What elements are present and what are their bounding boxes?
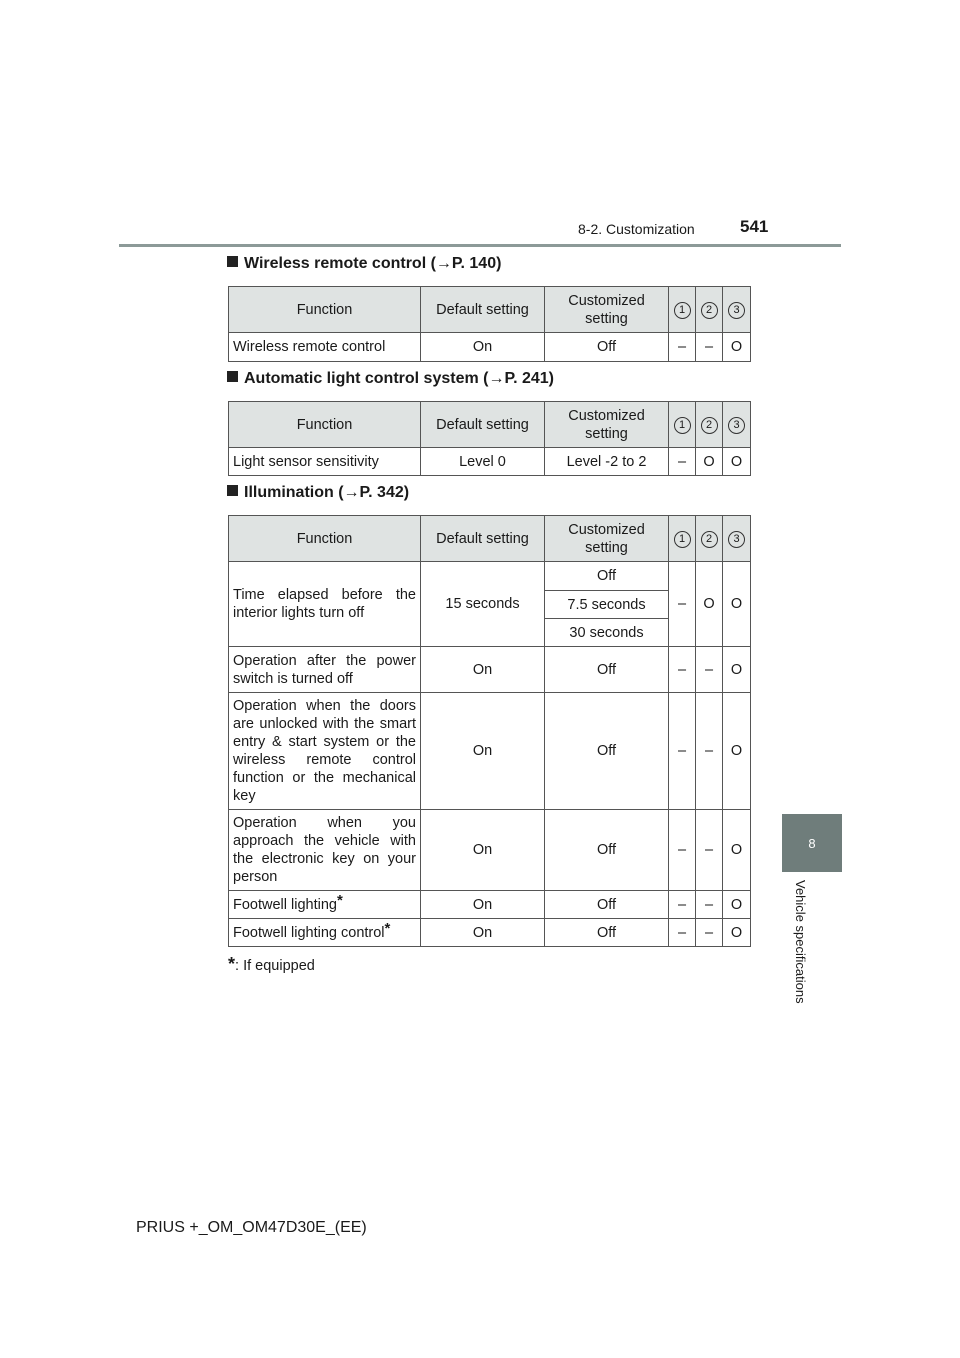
table-header-row bbox=[229, 516, 751, 562]
section-heading-text: Automatic light control system (→P. 241) bbox=[244, 370, 554, 387]
circled-3-icon: 3 bbox=[728, 302, 745, 319]
col-header-function: Function bbox=[229, 516, 421, 562]
footnote-mark: * bbox=[228, 954, 236, 974]
table-header-row bbox=[229, 287, 751, 333]
cell-c1: – bbox=[669, 919, 696, 947]
cell-default: Level 0 bbox=[421, 448, 545, 476]
square-bullet-icon bbox=[227, 485, 238, 496]
cell-function: Operation after the power switch is turned off bbox=[229, 647, 421, 693]
auto-light-table bbox=[228, 401, 751, 476]
table-row bbox=[229, 647, 751, 693]
col-header-2 bbox=[696, 287, 723, 333]
table-row bbox=[229, 891, 751, 919]
cell-c2: O bbox=[696, 562, 723, 647]
cell-default: On bbox=[421, 810, 545, 891]
section-heading-text: Illumination (→P. 342) bbox=[244, 484, 410, 501]
cell-c1: – bbox=[669, 810, 696, 891]
table-row bbox=[229, 693, 751, 810]
cell-c1: – bbox=[669, 562, 696, 647]
cell-default: 15 seconds bbox=[421, 562, 545, 647]
illumination-table bbox=[228, 515, 751, 947]
cell-c1: – bbox=[669, 891, 696, 919]
cell-customized: Level -2 to 2 bbox=[545, 448, 669, 476]
cell-c3: O bbox=[723, 448, 751, 476]
col-header-default: Default setting bbox=[421, 287, 545, 333]
cell-c1: – bbox=[669, 647, 696, 693]
table-row bbox=[229, 448, 751, 476]
circled-1-icon: 1 bbox=[674, 302, 691, 319]
col-header-default: Default setting bbox=[421, 402, 545, 448]
cell-c3: O bbox=[723, 693, 751, 810]
wireless-remote-table bbox=[228, 286, 751, 362]
chapter-label-wrap bbox=[792, 880, 812, 1020]
col-header-2 bbox=[696, 402, 723, 448]
circled-3-icon: 3 bbox=[728, 417, 745, 434]
cell-default: On bbox=[421, 333, 545, 362]
cell-function: Time elapsed before the interior lights turn off bbox=[229, 562, 421, 647]
col-header-3 bbox=[723, 287, 751, 333]
section-heading-illumination bbox=[227, 484, 409, 502]
cell-function: Light sensor sensitivity bbox=[229, 448, 421, 476]
col-header-default: Default setting bbox=[421, 516, 545, 562]
square-bullet-icon bbox=[227, 371, 238, 382]
cell-customized-option: Off bbox=[545, 562, 669, 591]
footnote-text: : If equipped bbox=[235, 958, 315, 974]
cell-customized: Off bbox=[545, 810, 669, 891]
cell-c1: – bbox=[669, 448, 696, 476]
col-header-customized: Customized setting bbox=[545, 516, 669, 562]
col-header-1 bbox=[669, 402, 696, 448]
cell-default: On bbox=[421, 693, 545, 810]
function-text: Footwell lighting bbox=[233, 896, 337, 913]
table-row bbox=[229, 919, 751, 947]
col-header-function: Function bbox=[229, 402, 421, 448]
cell-c1: – bbox=[669, 693, 696, 810]
col-header-3 bbox=[723, 402, 751, 448]
col-header-2 bbox=[696, 516, 723, 562]
circled-1-icon: 1 bbox=[674, 417, 691, 434]
header-divider bbox=[119, 244, 841, 247]
cell-customized: Off bbox=[545, 919, 669, 947]
cell-c3: O bbox=[723, 810, 751, 891]
cell-c3: O bbox=[723, 647, 751, 693]
footnote-marker: * bbox=[336, 891, 343, 909]
col-header-customized: Customized setting bbox=[545, 287, 669, 333]
col-header-1 bbox=[669, 516, 696, 562]
chapter-tab bbox=[782, 814, 842, 872]
page-number: 541 bbox=[740, 217, 769, 236]
col-header-function: Function bbox=[229, 287, 421, 333]
cell-customized: Off bbox=[545, 333, 669, 362]
cell-default: On bbox=[421, 919, 545, 947]
cell-c3: O bbox=[723, 919, 751, 947]
section-heading-text: Wireless remote control (→P. 140) bbox=[244, 255, 502, 272]
table-row bbox=[229, 810, 751, 891]
cell-c3: O bbox=[723, 333, 751, 362]
cell-function: Wireless remote control bbox=[229, 333, 421, 362]
section-heading-auto-light bbox=[227, 370, 554, 388]
footnote-marker: * bbox=[384, 919, 391, 937]
footnote bbox=[228, 954, 315, 975]
col-header-customized: Customized setting bbox=[545, 402, 669, 448]
cell-customized-option: 7.5 seconds bbox=[545, 591, 669, 619]
cell-c2: – bbox=[696, 891, 723, 919]
cell-customized: Off bbox=[545, 647, 669, 693]
cell-c2: – bbox=[696, 693, 723, 810]
cell-customized: Off bbox=[545, 693, 669, 810]
col-header-3 bbox=[723, 516, 751, 562]
cell-customized: Off bbox=[545, 891, 669, 919]
function-text: Footwell lighting control bbox=[233, 924, 385, 941]
square-bullet-icon bbox=[227, 256, 238, 267]
document-id: PRIUS +_OM_OM47D30E_(EE) bbox=[136, 1219, 367, 1236]
chapter-number: 8 bbox=[808, 835, 816, 851]
cell-default: On bbox=[421, 647, 545, 693]
cell-c1: – bbox=[669, 333, 696, 362]
table-row bbox=[229, 562, 751, 591]
cell-c2: – bbox=[696, 919, 723, 947]
circled-2-icon: 2 bbox=[701, 417, 718, 434]
header-section: 8-2. Customization bbox=[578, 221, 695, 237]
cell-c2: – bbox=[696, 810, 723, 891]
cell-c3: O bbox=[723, 562, 751, 647]
cell-c3: O bbox=[723, 891, 751, 919]
cell-function: Operation when you approach the vehicle with the electronic key on your person bbox=[229, 810, 421, 891]
cell-c2: O bbox=[696, 448, 723, 476]
circled-1-icon: 1 bbox=[674, 531, 691, 548]
cell-function: Operation when the doors are unlocked with the smart entry & start system or the wireless remote control function or the mechanical key bbox=[229, 693, 421, 810]
circled-2-icon: 2 bbox=[701, 531, 718, 548]
cell-c2: – bbox=[696, 333, 723, 362]
cell-c2: – bbox=[696, 647, 723, 693]
cell-default: On bbox=[421, 891, 545, 919]
cell-customized-option: 30 seconds bbox=[545, 619, 669, 647]
chapter-label: Vehicle specifications bbox=[793, 880, 808, 1004]
col-header-1 bbox=[669, 287, 696, 333]
table-header-row bbox=[229, 402, 751, 448]
section-heading-wireless bbox=[227, 255, 501, 273]
circled-3-icon: 3 bbox=[728, 531, 745, 548]
cell-function bbox=[229, 891, 421, 919]
table-row bbox=[229, 333, 751, 362]
circled-2-icon: 2 bbox=[701, 302, 718, 319]
cell-function bbox=[229, 919, 421, 947]
